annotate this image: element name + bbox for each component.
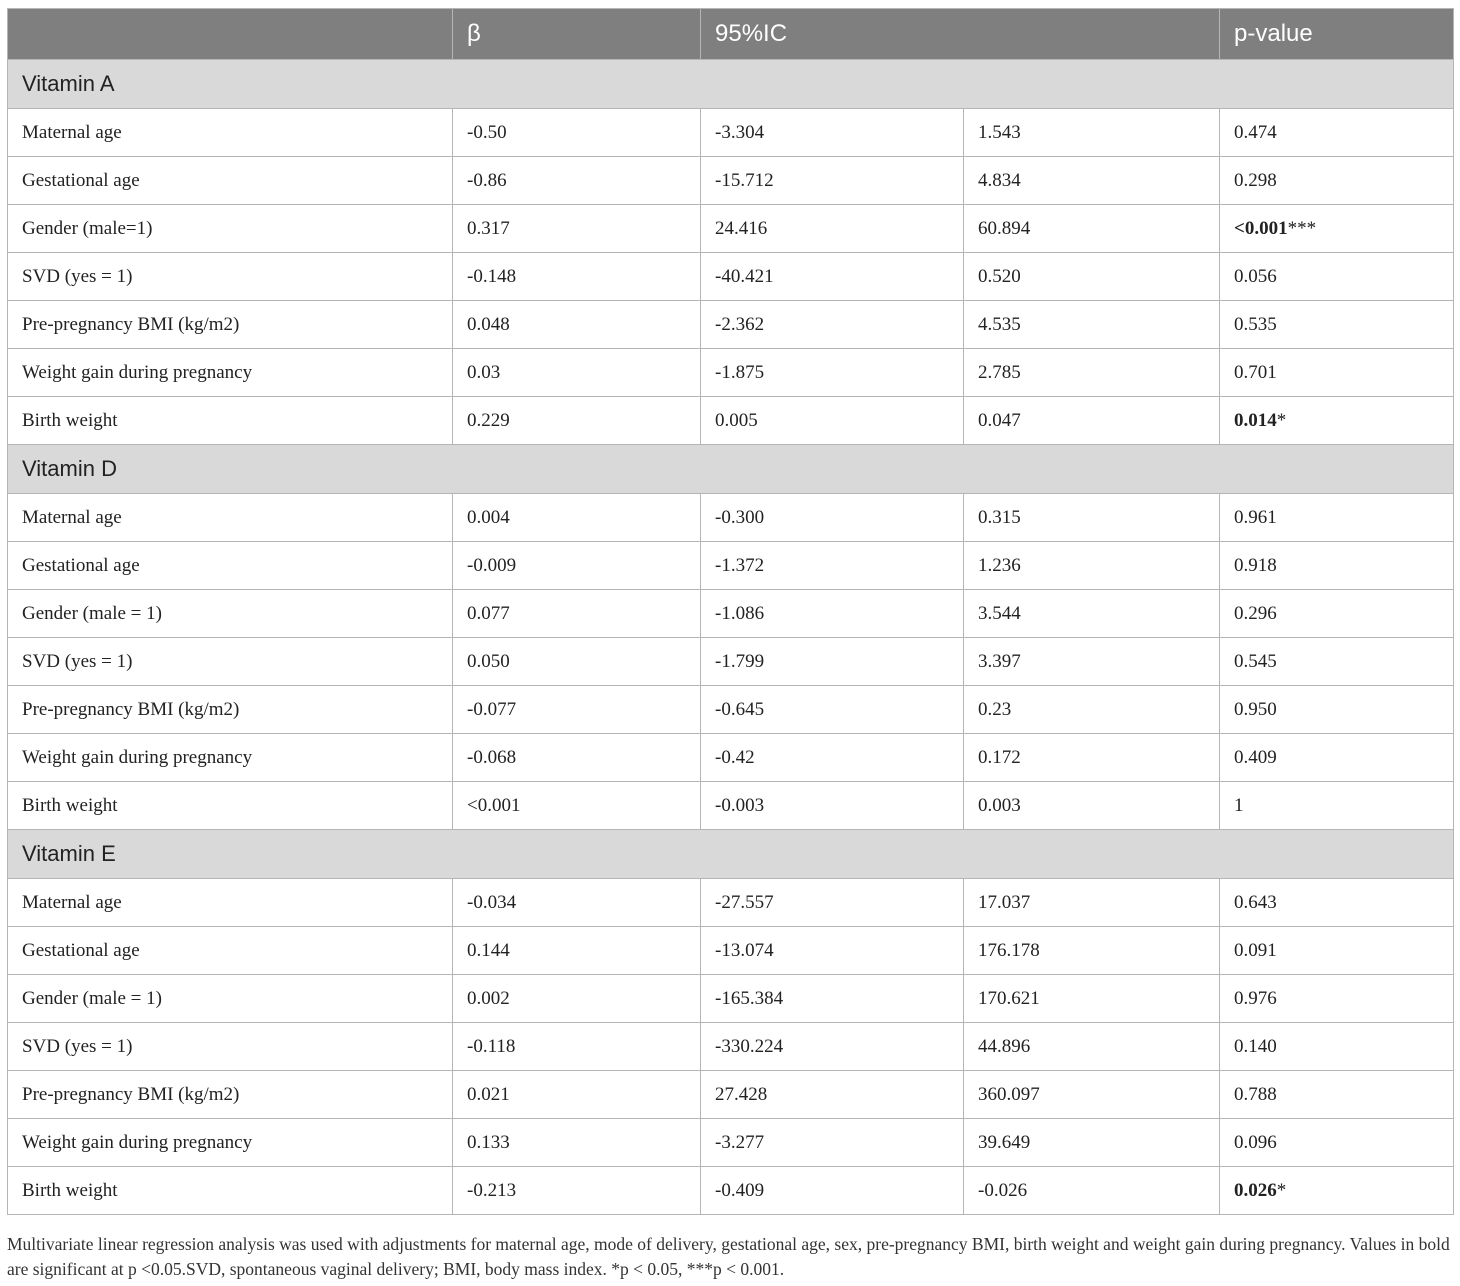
cell-ci-high: 17.037 [964, 879, 1220, 927]
cell-ci-low: -15.712 [701, 157, 964, 205]
cell-variable: Gender (male=1) [8, 205, 453, 253]
cell-ci-high: 1.543 [964, 109, 1220, 157]
table-row [8, 1167, 1454, 1215]
pvalue-text: <0.001 [1234, 217, 1288, 239]
pvalue-text: 0.976 [1234, 987, 1277, 1009]
table-row [8, 879, 1454, 927]
significance-marker: * [1276, 409, 1287, 431]
table-body [8, 60, 1454, 1215]
cell-variable: Weight gain during pregnancy [8, 1119, 453, 1167]
pvalue-text: 0.409 [1234, 746, 1277, 768]
header-pvalue: p-value [1220, 9, 1454, 60]
table-row [8, 542, 1454, 590]
section-title: Vitamin D [8, 445, 1454, 494]
table-row [8, 109, 1454, 157]
cell-pvalue [1220, 1119, 1454, 1167]
cell-beta: 0.050 [453, 638, 701, 686]
cell-ci-high: 4.834 [964, 157, 1220, 205]
cell-variable: Gender (male = 1) [8, 975, 453, 1023]
pvalue-text: 0.298 [1234, 169, 1277, 191]
cell-ci-high: 0.047 [964, 397, 1220, 445]
table-row [8, 1071, 1454, 1119]
cell-variable: SVD (yes = 1) [8, 1023, 453, 1071]
cell-variable: Gestational age [8, 157, 453, 205]
cell-ci-low: -3.304 [701, 109, 964, 157]
section-title: Vitamin E [8, 830, 1454, 879]
cell-pvalue [1220, 205, 1454, 253]
pvalue-text: 0.950 [1234, 698, 1277, 720]
table-row [8, 638, 1454, 686]
cell-variable: Gestational age [8, 927, 453, 975]
table-row [8, 734, 1454, 782]
cell-ci-low: -0.409 [701, 1167, 964, 1215]
pvalue-text: 0.026 [1234, 1179, 1277, 1201]
table-footnote: Multivariate linear regression analysis was used with adjustments for maternal age, mode of delivery, gestational age, sex, pre-pregnancy BMI, birth weight and weight gain during pregnancy. Values in bold are significant at p <0.05.SVD, spontaneous vaginal delivery; BMI, body mass index. *p < 0.05, ***p < 0.001. [7, 1234, 1450, 1279]
cell-pvalue [1220, 1071, 1454, 1119]
cell-variable: Weight gain during pregnancy [8, 734, 453, 782]
cell-ci-high: 60.894 [964, 205, 1220, 253]
section-row [8, 445, 1454, 494]
table-row [8, 927, 1454, 975]
cell-variable: Gender (male = 1) [8, 590, 453, 638]
cell-beta: -0.50 [453, 109, 701, 157]
cell-ci-high: 44.896 [964, 1023, 1220, 1071]
header-beta: β [453, 9, 701, 60]
pvalue-text: 0.474 [1234, 121, 1277, 143]
regression-table [7, 8, 1454, 1215]
table-row [8, 349, 1454, 397]
cell-beta: -0.034 [453, 879, 701, 927]
cell-ci-high: 3.544 [964, 590, 1220, 638]
cell-variable: SVD (yes = 1) [8, 638, 453, 686]
cell-pvalue [1220, 349, 1454, 397]
cell-beta: -0.86 [453, 157, 701, 205]
cell-ci-high: 170.621 [964, 975, 1220, 1023]
cell-beta: -0.009 [453, 542, 701, 590]
cell-pvalue [1220, 927, 1454, 975]
pvalue-text: 0.701 [1234, 361, 1277, 383]
cell-ci-high: 2.785 [964, 349, 1220, 397]
cell-pvalue [1220, 879, 1454, 927]
cell-ci-low: -1.372 [701, 542, 964, 590]
cell-ci-low: -0.300 [701, 494, 964, 542]
cell-variable: Maternal age [8, 109, 453, 157]
pvalue-text: 1 [1234, 794, 1244, 816]
cell-ci-high: 39.649 [964, 1119, 1220, 1167]
cell-ci-low: 0.005 [701, 397, 964, 445]
pvalue-text: 0.096 [1234, 1131, 1277, 1153]
cell-beta: 0.229 [453, 397, 701, 445]
cell-beta: -0.213 [453, 1167, 701, 1215]
section-row [8, 830, 1454, 879]
cell-variable: Birth weight [8, 782, 453, 830]
pvalue-text: 0.643 [1234, 891, 1277, 913]
cell-variable: Pre-pregnancy BMI (kg/m2) [8, 301, 453, 349]
pvalue-text: 0.296 [1234, 602, 1277, 624]
cell-ci-low: -2.362 [701, 301, 964, 349]
cell-ci-low: -0.645 [701, 686, 964, 734]
pvalue-text: 0.014 [1234, 409, 1277, 431]
pvalue-text: 0.056 [1234, 265, 1277, 287]
cell-ci-low: 27.428 [701, 1071, 964, 1119]
cell-beta: -0.118 [453, 1023, 701, 1071]
cell-ci-low: -330.224 [701, 1023, 964, 1071]
cell-pvalue [1220, 494, 1454, 542]
cell-beta: 0.021 [453, 1071, 701, 1119]
cell-pvalue [1220, 975, 1454, 1023]
significance-marker: *** [1287, 217, 1317, 239]
table-row [8, 975, 1454, 1023]
table-row [8, 205, 1454, 253]
cell-pvalue [1220, 590, 1454, 638]
cell-ci-high: 360.097 [964, 1071, 1220, 1119]
cell-ci-high: 0.23 [964, 686, 1220, 734]
cell-ci-high: 0.315 [964, 494, 1220, 542]
cell-ci-low: -1.799 [701, 638, 964, 686]
regression-table-container [7, 8, 1453, 1215]
pvalue-text: 0.140 [1234, 1035, 1277, 1057]
table-row [8, 301, 1454, 349]
cell-beta: -0.077 [453, 686, 701, 734]
cell-ci-high: 1.236 [964, 542, 1220, 590]
table-row [8, 157, 1454, 205]
cell-ci-high: 0.172 [964, 734, 1220, 782]
section-title: Vitamin A [8, 60, 1454, 109]
cell-ci-low: -27.557 [701, 879, 964, 927]
cell-beta: 0.048 [453, 301, 701, 349]
cell-variable: Maternal age [8, 494, 453, 542]
pvalue-text: 0.788 [1234, 1083, 1277, 1105]
cell-variable: Birth weight [8, 397, 453, 445]
cell-ci-low: -13.074 [701, 927, 964, 975]
cell-beta: 0.077 [453, 590, 701, 638]
cell-ci-high: 0.003 [964, 782, 1220, 830]
cell-ci-low: -165.384 [701, 975, 964, 1023]
pvalue-text: 0.918 [1234, 554, 1277, 576]
cell-pvalue [1220, 1167, 1454, 1215]
cell-beta: 0.317 [453, 205, 701, 253]
cell-variable: Birth weight [8, 1167, 453, 1215]
cell-beta: -0.068 [453, 734, 701, 782]
section-row [8, 60, 1454, 109]
cell-pvalue [1220, 157, 1454, 205]
table-row [8, 1023, 1454, 1071]
cell-pvalue [1220, 109, 1454, 157]
cell-ci-low: -3.277 [701, 1119, 964, 1167]
cell-ci-low: -0.003 [701, 782, 964, 830]
cell-beta: 0.133 [453, 1119, 701, 1167]
cell-beta: 0.144 [453, 927, 701, 975]
cell-ci-low: 24.416 [701, 205, 964, 253]
cell-ci-low: -40.421 [701, 253, 964, 301]
cell-ci-high: 3.397 [964, 638, 1220, 686]
cell-beta: <0.001 [453, 782, 701, 830]
cell-pvalue [1220, 638, 1454, 686]
cell-ci-low: -0.42 [701, 734, 964, 782]
pvalue-text: 0.091 [1234, 939, 1277, 961]
table-row [8, 253, 1454, 301]
cell-pvalue [1220, 782, 1454, 830]
cell-ci-high: 176.178 [964, 927, 1220, 975]
header-row [8, 9, 1454, 60]
table-row [8, 782, 1454, 830]
cell-pvalue [1220, 253, 1454, 301]
cell-pvalue [1220, 397, 1454, 445]
cell-beta: -0.148 [453, 253, 701, 301]
cell-ci-high: -0.026 [964, 1167, 1220, 1215]
table-row [8, 686, 1454, 734]
cell-variable: Maternal age [8, 879, 453, 927]
cell-variable: Weight gain during pregnancy [8, 349, 453, 397]
cell-ci-low: -1.875 [701, 349, 964, 397]
table-row [8, 494, 1454, 542]
cell-pvalue [1220, 686, 1454, 734]
cell-pvalue [1220, 734, 1454, 782]
cell-pvalue [1220, 542, 1454, 590]
cell-beta: 0.004 [453, 494, 701, 542]
cell-pvalue [1220, 1023, 1454, 1071]
pvalue-text: 0.545 [1234, 650, 1277, 672]
cell-variable: SVD (yes = 1) [8, 253, 453, 301]
table-row [8, 590, 1454, 638]
cell-ci-high: 4.535 [964, 301, 1220, 349]
table-row [8, 397, 1454, 445]
cell-ci-low: -1.086 [701, 590, 964, 638]
cell-variable: Pre-pregnancy BMI (kg/m2) [8, 686, 453, 734]
header-variable [8, 9, 453, 60]
significance-marker: * [1276, 1179, 1287, 1201]
cell-beta: 0.002 [453, 975, 701, 1023]
cell-variable: Pre-pregnancy BMI (kg/m2) [8, 1071, 453, 1119]
header-ci: 95%IC [701, 9, 1220, 60]
cell-ci-high: 0.520 [964, 253, 1220, 301]
pvalue-text: 0.961 [1234, 506, 1277, 528]
cell-beta: 0.03 [453, 349, 701, 397]
pvalue-text: 0.535 [1234, 313, 1277, 335]
table-row [8, 1119, 1454, 1167]
cell-variable: Gestational age [8, 542, 453, 590]
cell-pvalue [1220, 301, 1454, 349]
